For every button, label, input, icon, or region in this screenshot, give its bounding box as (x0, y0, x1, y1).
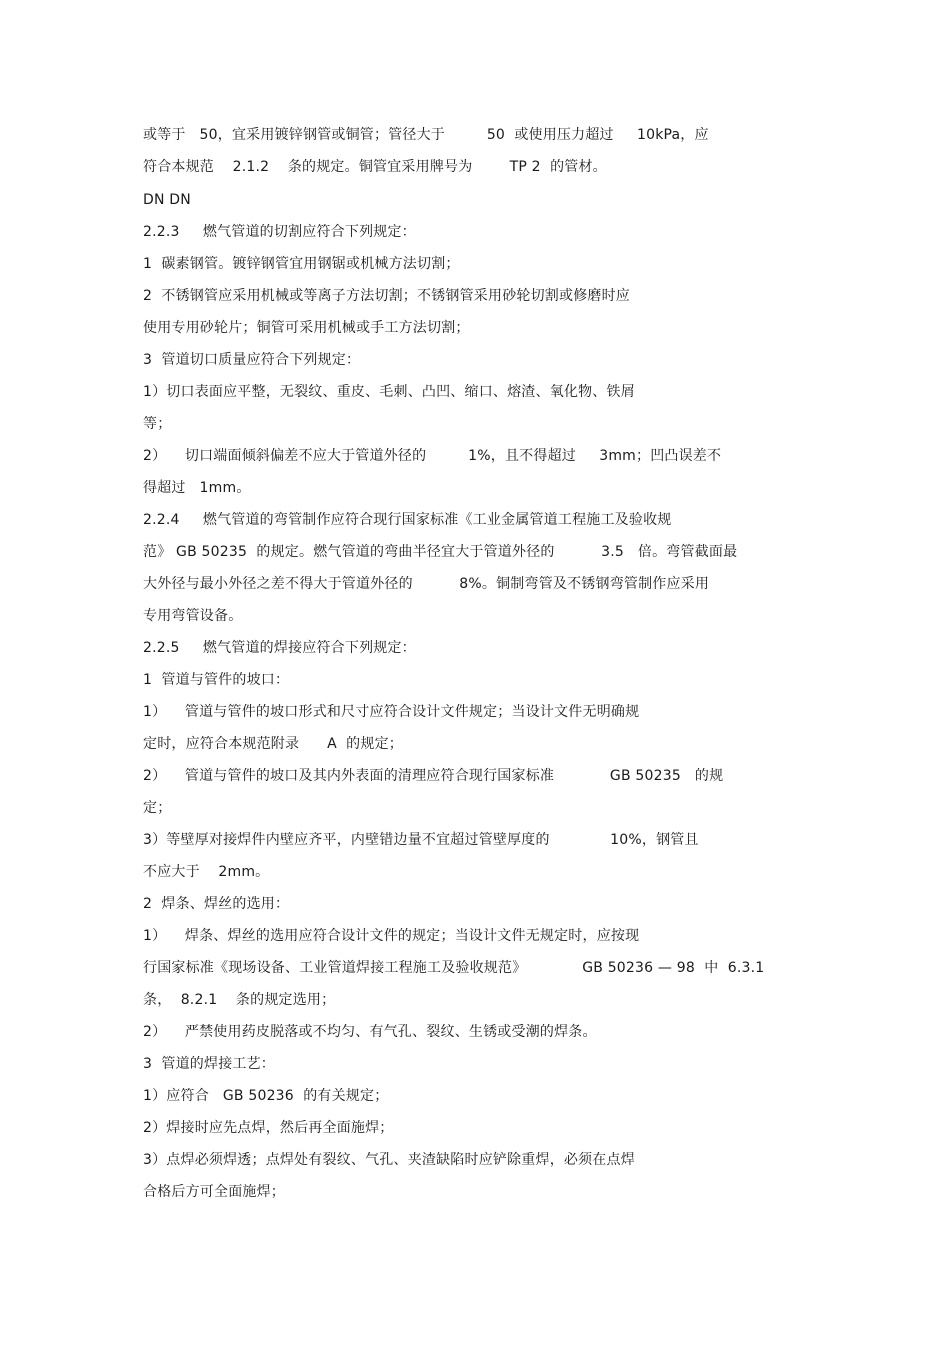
text-line: 得超过 1mm。 (143, 480, 251, 496)
text-line: 1 管道与管件的坡口： (143, 672, 290, 688)
text-line: 使用专用砂轮片；铜管可采用机械或手工方法切割； (143, 320, 470, 336)
text-line: 等； (143, 416, 172, 432)
text-line: 范》 GB 50235 的规定。燃气管道的弯曲半径宜大于管道外径的 3.5 倍。弯管截面最 (143, 544, 738, 560)
section-heading: 2.2.4 燃气管道的弯管制作应符合现行国家标准《工业金属管道工程施工及验收规 (143, 512, 672, 528)
text-line: 1） 焊条、焊丝的选用应符合设计文件的规定；当设计文件无规定时，应按现 (143, 928, 640, 944)
text-line: 不应大于 2mm。 (143, 864, 270, 880)
text-line: 定时，应符合本规范附录 A 的规定； (143, 736, 403, 752)
text-line: DN DN (143, 192, 191, 208)
text-line: 定； (143, 800, 172, 816)
text-line: 条， 8.2.1 条的规定选用； (143, 992, 336, 1008)
text-line: 2 焊条、焊丝的选用： (143, 896, 290, 912)
text-line: 符合本规范 2.1.2 条的规定。铜管宜采用牌号为 TP 2 的管材。 (143, 159, 607, 175)
text-line: 3）点焊必须焊透；点焊处有裂纹、气孔、夹渣缺陷时应铲除重焊，必须在点焊 (143, 1152, 635, 1168)
text-line: 2 不锈钢管应采用机械或等离子方法切割；不锈钢管采用砂轮切割或修磨时应 (143, 288, 631, 304)
text-line: 2） 管道与管件的坡口及其内外表面的清理应符合现行国家标准 GB 50235 的规 (143, 768, 724, 784)
section-heading: 2.2.3 燃气管道的切割应符合下列规定： (143, 224, 416, 240)
text-line: 行国家标准《现场设备、工业管道焊接工程施工及验收规范》 GB 50236 — 98 中 6.3.1 (143, 960, 765, 976)
text-line: 或等于 50，宜采用镀锌钢管或铜管；管径大于 50 或使用压力超过 10kPa，应 (143, 127, 709, 143)
text-line: 2） 严禁使用药皮脱落或不均匀、有气孔、裂纹、生锈或受潮的焊条。 (143, 1024, 597, 1040)
text-line: 合格后方可全面施焊； (143, 1184, 285, 1200)
text-line: 1） 管道与管件的坡口形式和尺寸应符合设计文件规定；当设计文件无明确规 (143, 704, 640, 720)
text-line: 大外径与最小外径之差不得大于管道外径的 8%。铜制弯管及不锈钢弯管制作应采用 (143, 576, 710, 592)
text-line: 1）切口表面应平整，无裂纹、重皮、毛刺、凸凹、缩口、熔渣、氧化物、铁屑 (143, 384, 635, 400)
text-line: 2）焊接时应先点焊，然后再全面施焊； (143, 1120, 394, 1136)
section-heading: 2.2.5 燃气管道的焊接应符合下列规定： (143, 640, 416, 656)
text-line: 1 碳素钢管。镀锌钢管宜用钢锯或机械方法切割； (143, 256, 460, 272)
text-line: 3 管道切口质量应符合下列规定： (143, 352, 361, 368)
text-line: 专用弯管设备。 (143, 608, 243, 624)
text-line: 3 管道的焊接工艺： (143, 1056, 276, 1072)
text-line: 3）等壁厚对接焊件内壁应齐平，内壁错边量不宜超过管壁厚度的 10%，钢管且 (143, 832, 699, 848)
text-line: 2） 切口端面倾斜偏差不应大于管道外径的 1%，且不得超过 3mm；凹凸误差不 (143, 448, 722, 464)
text-line: 1）应符合 GB 50236 的有关规定； (143, 1088, 389, 1104)
